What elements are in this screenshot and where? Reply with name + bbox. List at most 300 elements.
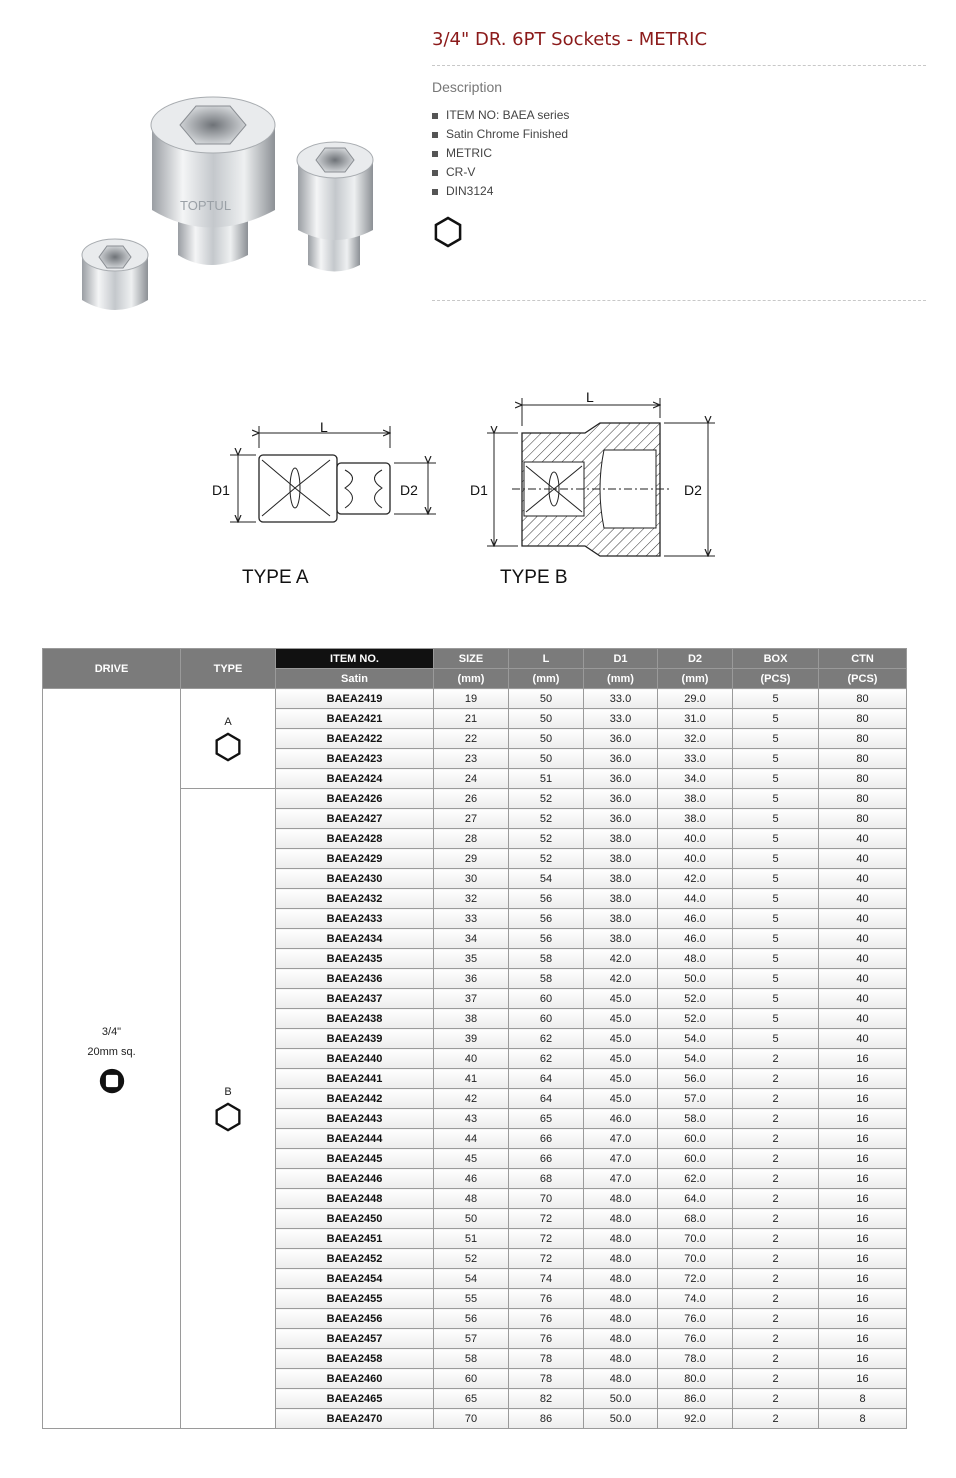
box-cell: 2 (733, 1369, 819, 1389)
d1-cell: 36.0 (584, 749, 658, 769)
size-cell: 52 (434, 1249, 509, 1269)
item-no-cell: BAEA2426 (276, 789, 434, 809)
ctn-cell: 16 (819, 1209, 907, 1229)
d2-cell: 60.0 (658, 1129, 733, 1149)
item-no-cell: BAEA2436 (276, 969, 434, 989)
item-no-cell: BAEA2433 (276, 909, 434, 929)
l-cell: 50 (509, 689, 584, 709)
d2-cell: 70.0 (658, 1249, 733, 1269)
d1-cell: 36.0 (584, 729, 658, 749)
size-cell: 42 (434, 1089, 509, 1109)
feature-item: METRIC (432, 144, 569, 163)
type-b-d1-label: D1 (470, 482, 488, 498)
l-cell: 52 (509, 809, 584, 829)
l-cell: 52 (509, 829, 584, 849)
size-cell: 23 (434, 749, 509, 769)
ctn-cell: 40 (819, 929, 907, 949)
box-cell: 2 (733, 1049, 819, 1069)
header-ctn: CTN (819, 649, 907, 669)
d1-cell: 48.0 (584, 1249, 658, 1269)
d1-cell: 36.0 (584, 809, 658, 829)
d2-cell: 29.0 (658, 689, 733, 709)
l-cell: 64 (509, 1069, 584, 1089)
d2-cell: 80.0 (658, 1369, 733, 1389)
l-cell: 52 (509, 789, 584, 809)
l-cell: 50 (509, 709, 584, 729)
item-no-cell: BAEA2457 (276, 1329, 434, 1349)
header-box-unit: (PCS) (733, 669, 819, 689)
item-no-cell: BAEA2465 (276, 1389, 434, 1409)
ctn-cell: 16 (819, 1249, 907, 1269)
d2-cell: 31.0 (658, 709, 733, 729)
d1-cell: 48.0 (584, 1309, 658, 1329)
type-a-d1-label: D1 (212, 482, 230, 498)
d2-cell: 68.0 (658, 1209, 733, 1229)
box-cell: 5 (733, 929, 819, 949)
d2-cell: 33.0 (658, 749, 733, 769)
item-no-cell: BAEA2458 (276, 1349, 434, 1369)
size-cell: 28 (434, 829, 509, 849)
d2-cell: 44.0 (658, 889, 733, 909)
box-cell: 2 (733, 1189, 819, 1209)
ctn-cell: 40 (819, 849, 907, 869)
d2-cell: 57.0 (658, 1089, 733, 1109)
box-cell: 2 (733, 1329, 819, 1349)
box-cell: 5 (733, 969, 819, 989)
size-cell: 27 (434, 809, 509, 829)
type-b-cell (181, 789, 276, 1429)
item-no-cell: BAEA2432 (276, 889, 434, 909)
size-cell: 32 (434, 889, 509, 909)
size-cell: 39 (434, 1029, 509, 1049)
l-cell: 62 (509, 1049, 584, 1069)
item-no-cell: BAEA2421 (276, 709, 434, 729)
type-b-length-label: L (586, 389, 594, 405)
box-cell: 5 (733, 1029, 819, 1049)
product-title: 3/4" DR. 6PT Sockets - METRIC (432, 29, 708, 50)
l-cell: 58 (509, 969, 584, 989)
d2-cell: 38.0 (658, 809, 733, 829)
size-cell: 50 (434, 1209, 509, 1229)
size-cell: 40 (434, 1049, 509, 1069)
box-cell: 5 (733, 689, 819, 709)
ctn-cell: 40 (819, 1009, 907, 1029)
item-no-cell: BAEA2470 (276, 1409, 434, 1429)
item-no-cell: BAEA2419 (276, 689, 434, 709)
box-cell: 2 (733, 1289, 819, 1309)
ctn-cell: 40 (819, 829, 907, 849)
size-cell: 58 (434, 1349, 509, 1369)
item-no-cell: BAEA2455 (276, 1289, 434, 1309)
d1-cell: 48.0 (584, 1329, 658, 1349)
size-cell: 54 (434, 1269, 509, 1289)
d1-cell: 38.0 (584, 829, 658, 849)
box-cell: 5 (733, 909, 819, 929)
l-cell: 65 (509, 1109, 584, 1129)
type-b-diagram (470, 389, 715, 588)
d1-cell: 45.0 (584, 1069, 658, 1089)
d2-cell: 46.0 (658, 929, 733, 949)
item-no-cell: BAEA2448 (276, 1189, 434, 1209)
square-drive-icon (97, 1066, 127, 1096)
item-no-cell: BAEA2435 (276, 949, 434, 969)
size-cell: 46 (434, 1169, 509, 1189)
d2-cell: 52.0 (658, 989, 733, 1009)
d2-cell: 74.0 (658, 1289, 733, 1309)
size-cell: 43 (434, 1109, 509, 1129)
product-photo (60, 70, 390, 340)
d2-cell: 42.0 (658, 869, 733, 889)
header-d2-unit: (mm) (658, 669, 733, 689)
ctn-cell: 8 (819, 1409, 907, 1429)
d1-cell: 45.0 (584, 1049, 658, 1069)
bullet-icon (432, 151, 438, 157)
d2-cell: 60.0 (658, 1149, 733, 1169)
header-item-no: ITEM NO. (276, 649, 434, 669)
item-no-cell: BAEA2424 (276, 769, 434, 789)
d2-cell: 72.0 (658, 1269, 733, 1289)
l-cell: 66 (509, 1129, 584, 1149)
ctn-cell: 40 (819, 869, 907, 889)
d2-cell: 38.0 (658, 789, 733, 809)
size-cell: 48 (434, 1189, 509, 1209)
size-cell: 26 (434, 789, 509, 809)
header-type: TYPE (181, 649, 276, 689)
d1-cell: 38.0 (584, 929, 658, 949)
item-no-cell: BAEA2437 (276, 989, 434, 1009)
feature-list (432, 106, 569, 201)
item-no-cell: BAEA2434 (276, 929, 434, 949)
item-no-cell: BAEA2438 (276, 1009, 434, 1029)
box-cell: 5 (733, 829, 819, 849)
l-cell: 78 (509, 1349, 584, 1369)
ctn-cell: 16 (819, 1069, 907, 1089)
size-cell: 36 (434, 969, 509, 989)
d1-cell: 46.0 (584, 1109, 658, 1129)
box-cell: 2 (733, 1389, 819, 1409)
d2-cell: 54.0 (658, 1049, 733, 1069)
l-cell: 50 (509, 749, 584, 769)
d1-cell: 33.0 (584, 709, 658, 729)
ctn-cell: 8 (819, 1389, 907, 1409)
item-no-cell: BAEA2442 (276, 1089, 434, 1109)
box-cell: 5 (733, 769, 819, 789)
item-no-cell: BAEA2454 (276, 1269, 434, 1289)
box-cell: 5 (733, 749, 819, 769)
box-cell: 5 (733, 709, 819, 729)
ctn-cell: 80 (819, 809, 907, 829)
size-cell: 56 (434, 1309, 509, 1329)
l-cell: 52 (509, 849, 584, 869)
d2-cell: 56.0 (658, 1069, 733, 1089)
l-cell: 76 (509, 1289, 584, 1309)
ctn-cell: 16 (819, 1049, 907, 1069)
bullet-icon (432, 113, 438, 119)
header-ctn-unit: (PCS) (819, 669, 907, 689)
d1-cell: 36.0 (584, 789, 658, 809)
box-cell: 2 (733, 1269, 819, 1289)
d2-cell: 92.0 (658, 1409, 733, 1429)
type-b-label: B (224, 1085, 232, 1098)
ctn-cell: 16 (819, 1109, 907, 1129)
divider (432, 65, 926, 66)
d2-cell: 76.0 (658, 1329, 733, 1349)
d1-cell: 47.0 (584, 1149, 658, 1169)
d2-cell: 52.0 (658, 1009, 733, 1029)
box-cell: 2 (733, 1069, 819, 1089)
size-cell: 38 (434, 1009, 509, 1029)
item-no-cell: BAEA2439 (276, 1029, 434, 1049)
ctn-cell: 80 (819, 709, 907, 729)
item-no-cell: BAEA2446 (276, 1169, 434, 1189)
type-b-label: TYPE B (500, 567, 568, 588)
size-cell: 21 (434, 709, 509, 729)
l-cell: 60 (509, 1009, 584, 1029)
hexagon-icon (213, 732, 243, 762)
drive-cell (43, 689, 181, 1429)
item-no-cell: BAEA2423 (276, 749, 434, 769)
l-cell: 50 (509, 729, 584, 749)
size-cell: 35 (434, 949, 509, 969)
large-socket (151, 97, 275, 265)
box-cell: 2 (733, 1169, 819, 1189)
small-socket (82, 239, 148, 310)
ctn-cell: 40 (819, 909, 907, 929)
type-a-label: A (224, 715, 232, 728)
item-no-cell: BAEA2444 (276, 1129, 434, 1149)
d1-cell: 36.0 (584, 769, 658, 789)
d1-cell: 50.0 (584, 1389, 658, 1409)
d1-cell: 47.0 (584, 1169, 658, 1189)
header-l: L (509, 649, 584, 669)
d1-cell: 45.0 (584, 1009, 658, 1029)
ctn-cell: 16 (819, 1089, 907, 1109)
box-cell: 2 (733, 1109, 819, 1129)
box-cell: 5 (733, 729, 819, 749)
item-no-cell: BAEA2460 (276, 1369, 434, 1389)
d2-cell: 48.0 (658, 949, 733, 969)
ctn-cell: 80 (819, 769, 907, 789)
d2-cell: 32.0 (658, 729, 733, 749)
size-cell: 55 (434, 1289, 509, 1309)
box-cell: 2 (733, 1349, 819, 1369)
size-cell: 70 (434, 1409, 509, 1429)
d2-cell: 40.0 (658, 849, 733, 869)
l-cell: 82 (509, 1389, 584, 1409)
item-no-cell: BAEA2452 (276, 1249, 434, 1269)
d2-cell: 58.0 (658, 1109, 733, 1129)
d1-cell: 38.0 (584, 849, 658, 869)
d1-cell: 38.0 (584, 869, 658, 889)
box-cell: 5 (733, 789, 819, 809)
box-cell: 5 (733, 1009, 819, 1029)
d1-cell: 38.0 (584, 889, 658, 909)
divider (432, 300, 926, 301)
feature-item: ITEM NO: BAEA series (432, 106, 569, 125)
ctn-cell: 16 (819, 1329, 907, 1349)
header-l-unit: (mm) (509, 669, 584, 689)
type-a-diagram (212, 419, 436, 588)
l-cell: 72 (509, 1209, 584, 1229)
l-cell: 72 (509, 1249, 584, 1269)
box-cell: 2 (733, 1309, 819, 1329)
size-cell: 24 (434, 769, 509, 789)
l-cell: 62 (509, 1029, 584, 1049)
size-cell: 37 (434, 989, 509, 1009)
ctn-cell: 16 (819, 1289, 907, 1309)
size-cell: 34 (434, 929, 509, 949)
spec-table (42, 648, 907, 1429)
box-cell: 2 (733, 1089, 819, 1109)
item-no-cell: BAEA2430 (276, 869, 434, 889)
drive-size: 3/4" (101, 1025, 122, 1038)
d1-cell: 45.0 (584, 989, 658, 1009)
d1-cell: 48.0 (584, 1269, 658, 1289)
d1-cell: 48.0 (584, 1209, 658, 1229)
bullet-icon (432, 170, 438, 176)
brand-engraving: TOPTUL (180, 198, 232, 213)
feature-item: CR-V (432, 163, 569, 182)
item-no-cell: BAEA2429 (276, 849, 434, 869)
d1-cell: 42.0 (584, 949, 658, 969)
l-cell: 86 (509, 1409, 584, 1429)
size-cell: 44 (434, 1129, 509, 1149)
d1-cell: 47.0 (584, 1129, 658, 1149)
d2-cell: 86.0 (658, 1389, 733, 1409)
size-cell: 30 (434, 869, 509, 889)
d1-cell: 33.0 (584, 689, 658, 709)
item-no-cell: BAEA2445 (276, 1149, 434, 1169)
d1-cell: 48.0 (584, 1349, 658, 1369)
item-no-cell: BAEA2441 (276, 1069, 434, 1089)
box-cell: 2 (733, 1249, 819, 1269)
d1-cell: 48.0 (584, 1289, 658, 1309)
box-cell: 2 (733, 1409, 819, 1429)
item-no-cell: BAEA2422 (276, 729, 434, 749)
header-drive: DRIVE (43, 649, 181, 689)
l-cell: 78 (509, 1369, 584, 1389)
drive-square-size: 20mm sq. (87, 1045, 136, 1058)
ctn-cell: 16 (819, 1189, 907, 1209)
l-cell: 76 (509, 1309, 584, 1329)
spec-table-body (43, 689, 907, 1429)
box-cell: 5 (733, 889, 819, 909)
type-b-d2-label: D2 (684, 482, 702, 498)
size-cell: 45 (434, 1149, 509, 1169)
l-cell: 56 (509, 929, 584, 949)
header-d1: D1 (584, 649, 658, 669)
d1-cell: 48.0 (584, 1189, 658, 1209)
l-cell: 56 (509, 909, 584, 929)
d2-cell: 54.0 (658, 1029, 733, 1049)
size-cell: 51 (434, 1229, 509, 1249)
l-cell: 76 (509, 1329, 584, 1349)
ctn-cell: 80 (819, 749, 907, 769)
ctn-cell: 16 (819, 1269, 907, 1289)
size-cell: 22 (434, 729, 509, 749)
medium-socket (297, 142, 373, 272)
d2-cell: 78.0 (658, 1349, 733, 1369)
item-no-cell: BAEA2450 (276, 1209, 434, 1229)
d2-cell: 40.0 (658, 829, 733, 849)
box-cell: 2 (733, 1129, 819, 1149)
header-finish: Satin (276, 669, 434, 689)
header-size: SIZE (434, 649, 509, 669)
size-cell: 29 (434, 849, 509, 869)
ctn-cell: 80 (819, 689, 907, 709)
l-cell: 66 (509, 1149, 584, 1169)
ctn-cell: 16 (819, 1349, 907, 1369)
ctn-cell: 16 (819, 1369, 907, 1389)
feature-item: Satin Chrome Finished (432, 125, 569, 144)
box-cell: 2 (733, 1209, 819, 1229)
hexagon-icon (432, 216, 464, 248)
header-d2: D2 (658, 649, 733, 669)
size-cell: 60 (434, 1369, 509, 1389)
header-d1-unit: (mm) (584, 669, 658, 689)
box-cell: 5 (733, 869, 819, 889)
ctn-cell: 40 (819, 989, 907, 1009)
size-cell: 41 (434, 1069, 509, 1089)
table-row (43, 689, 907, 709)
d1-cell: 48.0 (584, 1229, 658, 1249)
feature-item: DIN3124 (432, 182, 569, 201)
ctn-cell: 16 (819, 1149, 907, 1169)
size-cell: 57 (434, 1329, 509, 1349)
header-box: BOX (733, 649, 819, 669)
item-no-cell: BAEA2456 (276, 1309, 434, 1329)
type-a-cell (181, 689, 276, 789)
d2-cell: 64.0 (658, 1189, 733, 1209)
box-cell: 5 (733, 989, 819, 1009)
d2-cell: 62.0 (658, 1169, 733, 1189)
item-no-cell: BAEA2440 (276, 1049, 434, 1069)
l-cell: 54 (509, 869, 584, 889)
ctn-cell: 40 (819, 1029, 907, 1049)
size-cell: 65 (434, 1389, 509, 1409)
box-cell: 5 (733, 809, 819, 829)
ctn-cell: 40 (819, 949, 907, 969)
box-cell: 2 (733, 1229, 819, 1249)
d1-cell: 45.0 (584, 1089, 658, 1109)
l-cell: 68 (509, 1169, 584, 1189)
l-cell: 70 (509, 1189, 584, 1209)
l-cell: 74 (509, 1269, 584, 1289)
hexagon-icon (213, 1102, 243, 1132)
d1-cell: 38.0 (584, 909, 658, 929)
description-heading: Description (432, 79, 503, 95)
ctn-cell: 16 (819, 1309, 907, 1329)
box-cell: 2 (733, 1149, 819, 1169)
type-diagram (200, 378, 740, 598)
ctn-cell: 40 (819, 889, 907, 909)
bullet-icon (432, 132, 438, 138)
d2-cell: 34.0 (658, 769, 733, 789)
type-a-d2-label: D2 (400, 482, 418, 498)
header-size-unit: (mm) (434, 669, 509, 689)
item-no-cell: BAEA2451 (276, 1229, 434, 1249)
d2-cell: 70.0 (658, 1229, 733, 1249)
l-cell: 58 (509, 949, 584, 969)
ctn-cell: 16 (819, 1129, 907, 1149)
item-no-cell: BAEA2443 (276, 1109, 434, 1129)
l-cell: 56 (509, 889, 584, 909)
box-cell: 5 (733, 949, 819, 969)
type-a-length-label: L (320, 419, 328, 435)
ctn-cell: 80 (819, 789, 907, 809)
d1-cell: 45.0 (584, 1029, 658, 1049)
bullet-icon (432, 189, 438, 195)
